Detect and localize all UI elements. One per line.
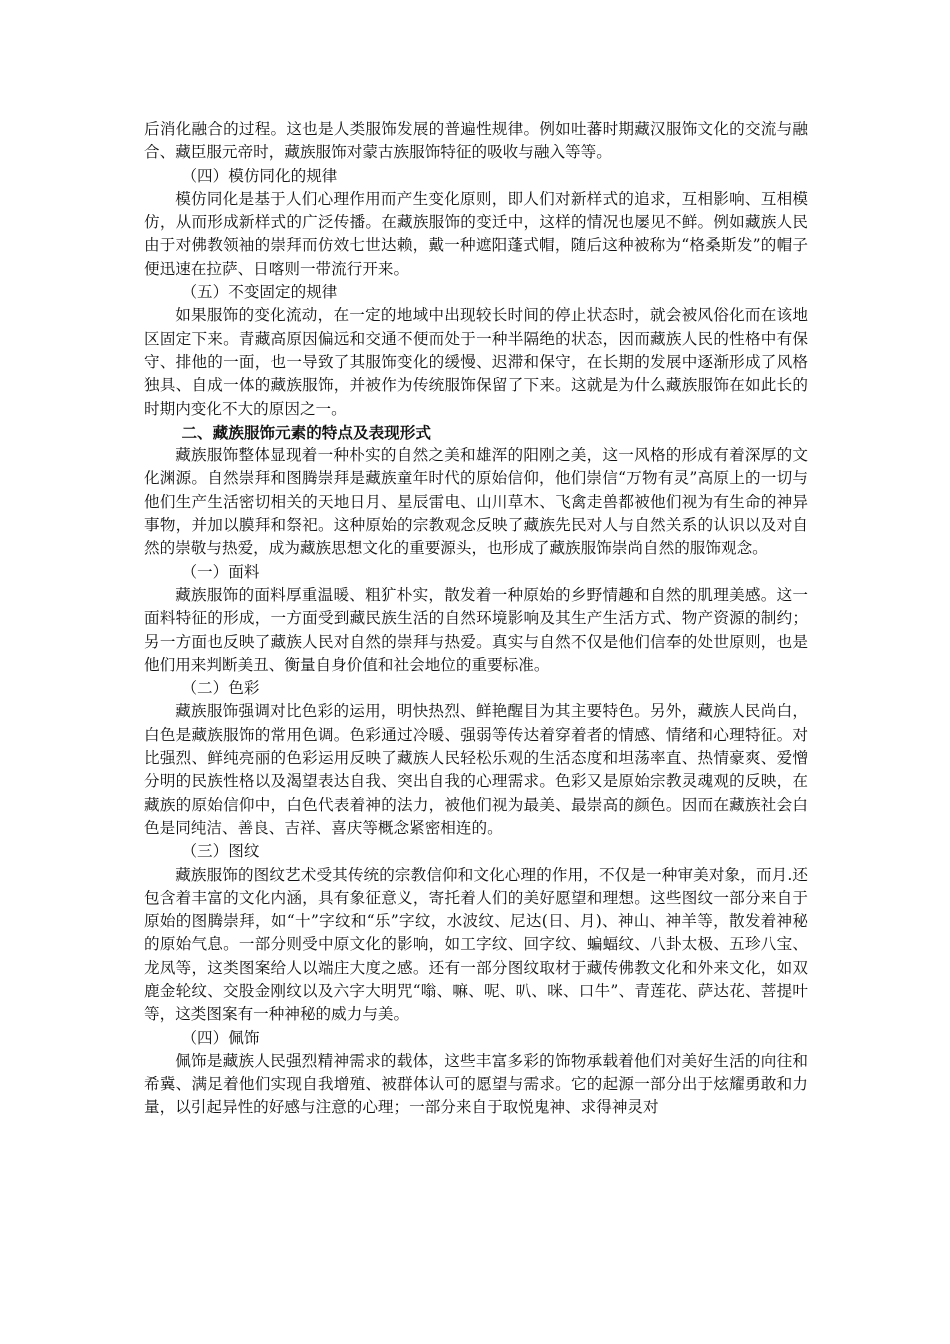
section-subheading: （四）模仿同化的规律 [181, 166, 338, 185]
section-subheading: （二）色彩 [181, 679, 260, 698]
section-subheading: （四）佩饰 [181, 1028, 260, 1047]
body-paragraph: 藏族服饰的图纹艺术受其传统的宗教信仰和文化心理的作用，不仅是一种审美对象，而月.还包含着丰富的文化内涵，具有象征意义，寄托着人们的美好愿望和理想。这些图纹一部分来自于原始的图腾崇拜，如“十”字纹和“乐”字纹，水波纹、尼达(日、月)、神山、神羊等，散发着神秘的原始气息。一部分则受中原文化的影响，如工字纹、回字纹、蝙蝠纹、八卦太极、五珍八宝、龙凤等，这类图案给人以端庄大度之感。还有一部分图纹取材于藏传佛教文化和外来文化，如双鹿金轮纹、交股金刚纹以及六字大明咒“嗡、嘛、呢、叭、咪、口牛”、青莲花、萨达花、菩提叶等，这类图案有一种神秘的威力与美。 [144, 865, 808, 1024]
body-paragraph: 藏族服饰强调对比色彩的运用，明快热烈、鲜艳醒目为其主要特色。另外，藏族人民尚白，白色是藏族服饰的常用色调。色彩通过冷暖、强弱等传达着穿着者的情感、情绪和心理特征。对比强烈、鲜纯亮丽的色彩运用反映了藏族人民轻松乐观的生活态度和坦荡率直、热情豪爽、爱憎分明的民族性格以及渴望表达自我、突出自我的心理需求。色彩又是原始宗教灵魂观的反映，在藏族的原始信仰中，白色代表着神的法力，被他们视为最美、最崇高的颜色。因而在藏族社会白色是同纯洁、善良、吉祥、喜庆等概念紧密相连的。 [144, 702, 808, 837]
section-subheading: （三）图纹 [181, 842, 260, 861]
body-paragraph: 藏族服饰整体显现着一种朴实的自然之美和雄浑的阳刚之美，这一风格的形成有着深厚的文化渊源。自然崇拜和图腾崇拜是藏族童年时代的原始信仰，他们崇信“万物有灵”高原上的一切与他们生产生活密切相关的天地日月、星辰雷电、山川草木、飞禽走兽都被他们视为有生命的神异事物，并加以膜拜和祭祀。这种原始的宗教观念反映了藏族先民对人与自然关系的认识以及对自然的崇敬与热爱，成为藏族思想文化的重要源头，也形成了藏族服饰崇尚自然的服饰观念。 [144, 446, 808, 558]
body-paragraph: 后消化融合的过程。这也是人类服饰发展的普遍性规律。例如吐蕃时期藏汉服饰文化的交流与融合、藏臣服元帝时，藏族服饰对蒙古族服饰特征的吸收与融入等等。 [144, 120, 808, 162]
body-paragraph: 佩饰是藏族人民强烈精神需求的载体，这些丰富多彩的饰物承载着他们对美好生活的向往和希冀、满足着他们实现自我增殖、被群体认可的愿望与需求。它的起源一部分出于炫耀勇敢和力量，以引起异性的好感与注意的心理；一部分来自于取悦鬼神、求得神灵对 [144, 1051, 808, 1117]
body-paragraph: 如果服饰的变化流动，在一定的地域中出现较长时间的停止状态时，就会被风俗化而在该地区固定下来。青藏高原因偏远和交通不便而处于一种半隔绝的状态，因而藏族人民的性格中有保守、排他的一面，也一导致了其服饰变化的缓慢、迟滞和保守，在长期的发展中逐渐形成了风格独具、自成一体的藏族服饰，并被作为传统服饰保留了下来。这就是为什么藏族服饰在如此长的时期内变化不大的原因之一。 [144, 306, 808, 418]
section-subheading: （一）面料 [181, 562, 260, 581]
document-page [144, 118, 808, 1120]
body-paragraph: 藏族服饰的面料厚重温暖、粗犷朴实，散发着一种原始的乡野情趣和自然的肌理美感。这一面料特征的形成，一方面受到藏民族生活的自然环境影响及其生产生活方式、物产资源的制约；另一方面也反映了藏族人民对自然的崇拜与热爱。真实与自然不仅是他们信奉的处世原则，也是他们用来判断美丑、衡量自身价值和社会地位的重要标准。 [144, 585, 808, 674]
body-paragraph: 模仿同化是基于人们心理作用而产生变化原则，即人们对新样式的追求，互相影响、互相模仿，从而形成新样式的广泛传播。在藏族服饰的变迁中，这样的情况也屡见不鲜。例如藏族人民由于对佛教领袖的崇拜而仿效七世达赖，戴一种遮阳蓬式帽，随后这种被称为“格桑斯发”的帽子便迅速在拉萨、日喀则一带流行开来。 [144, 189, 808, 278]
section-subheading: （五）不变固定的规律 [181, 283, 338, 302]
section-heading: 二、藏族服饰元素的特点及表现形式 [181, 422, 431, 442]
